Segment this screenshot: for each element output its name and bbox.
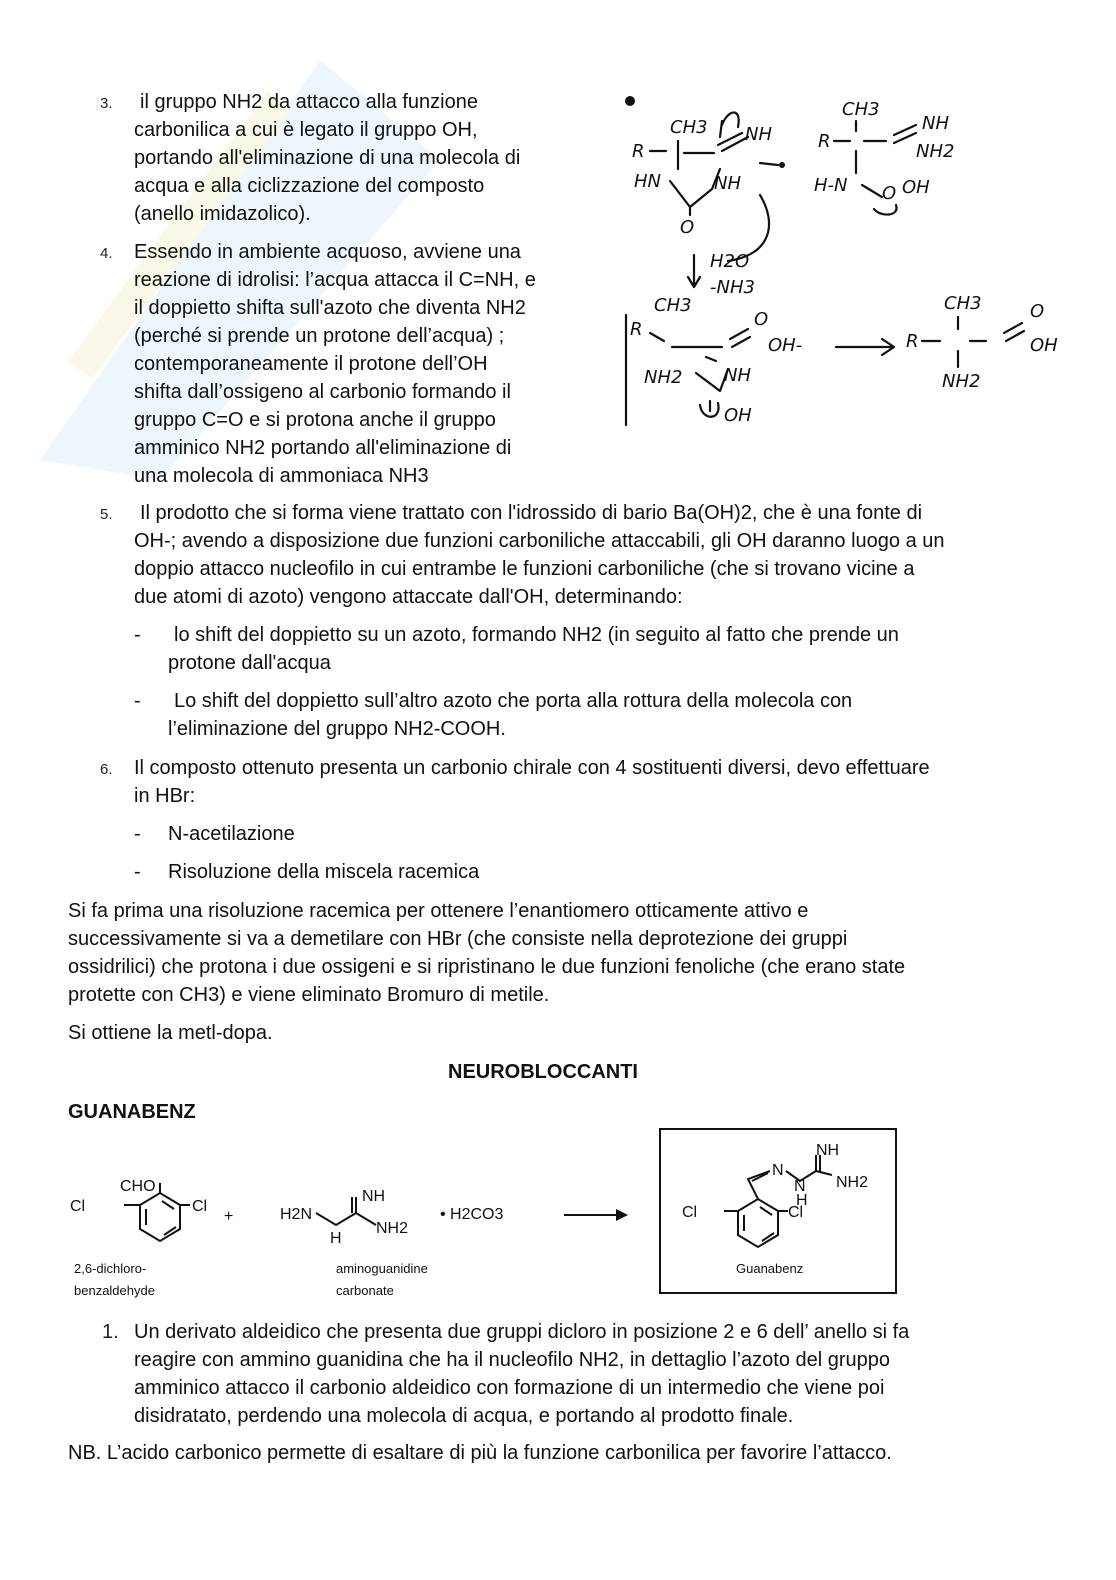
text-line: Risoluzione della miscela racemica bbox=[168, 861, 480, 883]
text-line: l’eliminazione del gruppo NH2-COOH. bbox=[168, 718, 506, 740]
label-nh2: NH2 bbox=[836, 1174, 869, 1191]
text-line: in HBr: bbox=[134, 785, 196, 807]
text-line: shifta dall’ossigeno al carbonio formando il bbox=[134, 381, 511, 403]
text-line: il doppietto shifta sull'azoto che diventa NH2 bbox=[134, 297, 526, 319]
text-line: due atomi di azoto) vengono attaccate dall'OH, determinando: bbox=[134, 586, 683, 608]
product-name: Guanabenz bbox=[736, 1261, 804, 1276]
label-r: R bbox=[818, 131, 831, 152]
label-r: R bbox=[906, 331, 919, 352]
label-salt: • H2CO3 bbox=[440, 1206, 504, 1223]
note-paragraph: NB. L’acido carbonico permette di esaltare di più la funzione carbonilica per favorire l’attacco. bbox=[68, 1442, 892, 1464]
bullet-dash: - bbox=[134, 823, 141, 845]
list-number: 4. bbox=[100, 245, 113, 262]
label-cl: Cl bbox=[70, 1198, 86, 1215]
text-line: lo shift del doppietto su un azoto, formando NH2 (in seguito al fatto che prende un bbox=[174, 624, 899, 646]
label-nh2: NH2 bbox=[376, 1220, 409, 1237]
label-r: R bbox=[630, 319, 643, 340]
reactant-name: benzaldehyde bbox=[74, 1283, 155, 1298]
label-cho: CHO bbox=[120, 1178, 156, 1195]
label-nh: NH bbox=[724, 365, 751, 386]
label-hn: HN bbox=[634, 171, 661, 192]
text-line: Si fa prima una risoluzione racemica per ottenere l’enantiomero otticamente attivo e bbox=[68, 900, 809, 922]
label-o: O bbox=[882, 183, 897, 204]
bullet-dash: - bbox=[134, 624, 141, 646]
bullet-dash: - bbox=[134, 861, 141, 883]
label-nh: NH bbox=[816, 1142, 840, 1159]
text-line: (perché si prende un protone dell’acqua) ; bbox=[134, 325, 505, 347]
label-cl: Cl bbox=[788, 1204, 804, 1221]
list-number: 5. bbox=[100, 506, 113, 523]
label-h: H bbox=[330, 1230, 342, 1247]
list-number: 3. bbox=[100, 95, 113, 112]
label-nh: NH bbox=[362, 1188, 386, 1205]
label-cl: Cl bbox=[682, 1204, 698, 1221]
label-ch3: CH3 bbox=[944, 293, 982, 314]
text-line: Il prodotto che si forma viene trattato con l'idrossido di bario Ba(OH)2, che è una fonte di bbox=[140, 502, 923, 524]
text-line: doppio attacco nucleofilo in cui entrambe le funzioni carboniliche (che si trovano vicine a bbox=[134, 558, 915, 580]
text-line: portando all'eliminazione di una molecola di bbox=[134, 147, 521, 169]
reactant-dichlorobenzaldehyde bbox=[70, 1178, 207, 1298]
paragraph-result: Si ottiene la metl-dopa. bbox=[68, 1022, 273, 1044]
label-hn: H-N bbox=[814, 175, 848, 196]
label-n: N bbox=[772, 1162, 784, 1179]
plus-sign: + bbox=[224, 1208, 234, 1225]
text-line: gruppo C=O e si protona anche il gruppo bbox=[134, 409, 496, 431]
label-oh: OH bbox=[724, 405, 752, 426]
label-h: H bbox=[796, 1192, 808, 1209]
label-nh2: NH2 bbox=[644, 367, 683, 388]
label-ch3: CH3 bbox=[670, 117, 708, 138]
text-line: OH-; avendo a disposizione due funzioni carboniliche attaccabili, gli OH daranno luogo a un bbox=[134, 530, 945, 552]
reactant-aminoguanidine-carbonate bbox=[280, 1188, 504, 1298]
label-n: N bbox=[794, 1178, 806, 1195]
text-line: Essendo in ambiente acquoso, avviene una bbox=[134, 241, 521, 263]
text-line: protone dall'acqua bbox=[168, 652, 331, 674]
text-line: Un derivato aldeidico che presenta due gruppi dicloro in posizione 2 e 6 dell’ anello si fa bbox=[134, 1321, 910, 1343]
product-guanabenz bbox=[660, 1129, 896, 1293]
label-nh-ring: NH bbox=[714, 173, 741, 194]
text-line: contemporaneamente il protone dell’OH bbox=[134, 353, 488, 375]
text-line: ossidrilici) che protona i due ossigeni e si ripristinano le due funzioni fenoliche (che erano state bbox=[68, 956, 906, 978]
text-line: disidratato, perdendo una molecola di acqua, e portando al prodotto finale. bbox=[134, 1405, 794, 1427]
text-line: (anello imidazolico). bbox=[134, 203, 311, 225]
reactant-name: 2,6-dichloro- bbox=[74, 1261, 147, 1276]
label-nh3: -NH3 bbox=[710, 277, 755, 298]
text-line: il gruppo NH2 da attacco alla funzione bbox=[140, 91, 478, 113]
label-o: O bbox=[754, 309, 769, 330]
handwritten-reaction-scheme bbox=[610, 85, 1090, 435]
text-line: successivamente si va a demetilare con HBr (che consiste nella deprotezione dei gruppi bbox=[68, 928, 848, 950]
subsection-title: GUANABENZ bbox=[68, 1101, 196, 1123]
label-nh: NH bbox=[745, 124, 772, 145]
guanabenz-synthesis-scheme bbox=[60, 1125, 910, 1305]
text-line: carbonilica a cui è legato il gruppo OH, bbox=[134, 119, 478, 141]
reactant-name: aminoguanidine bbox=[336, 1261, 428, 1276]
label-o: O bbox=[680, 217, 695, 238]
reactant-name: carbonate bbox=[336, 1283, 394, 1298]
section-title: NEUROBLOCCANTI bbox=[448, 1061, 638, 1083]
text-line: Lo shift del doppietto sull’altro azoto che porta alla rottura della molecola con bbox=[174, 690, 853, 712]
text-line: Il composto ottenuto presenta un carbonio chirale con 4 sostituenti diversi, devo effettuare bbox=[134, 757, 930, 779]
label-oh: OH bbox=[902, 177, 930, 198]
text-line: reagire con ammino guanidina che ha il nucleofilo NH2, in dettaglio l’azoto del gruppo bbox=[134, 1349, 891, 1371]
text-line: una molecola di ammoniaca NH3 bbox=[134, 465, 429, 487]
text-line: protette con CH3) e viene eliminato Bromuro di metile. bbox=[68, 984, 550, 1006]
label-ch3: CH3 bbox=[842, 99, 880, 120]
text-line: amminico NH2 portando all'eliminazione di bbox=[134, 437, 512, 459]
label-ch3: CH3 bbox=[654, 295, 692, 316]
text-line: reazione di idrolisi: l’acqua attacca il C=NH, e bbox=[134, 269, 536, 291]
label-nh2: NH2 bbox=[916, 141, 955, 162]
text-line: amminico attacco il carbonio aldeidico con formazione di un intermedio che viene poi bbox=[134, 1377, 885, 1399]
list-number: 1. bbox=[102, 1321, 119, 1343]
text-line: N-acetilazione bbox=[168, 823, 295, 845]
paragraph-demethylation bbox=[68, 897, 1058, 1009]
list-number: 6. bbox=[100, 761, 113, 778]
label-nh: NH bbox=[922, 113, 949, 134]
label-oh: OH bbox=[1030, 335, 1058, 356]
label-h2n: H2N bbox=[280, 1206, 313, 1223]
label-h2o: H2O bbox=[710, 251, 750, 272]
label-r: R bbox=[632, 141, 645, 162]
label-cl: Cl bbox=[192, 1198, 208, 1215]
label-o: O bbox=[1030, 301, 1045, 322]
label-nh2: NH2 bbox=[942, 371, 981, 392]
bullet-dash: - bbox=[134, 690, 141, 712]
text-line: acqua e alla ciclizzazione del composto bbox=[134, 175, 485, 197]
label-oh-minus: OH- bbox=[768, 335, 803, 356]
